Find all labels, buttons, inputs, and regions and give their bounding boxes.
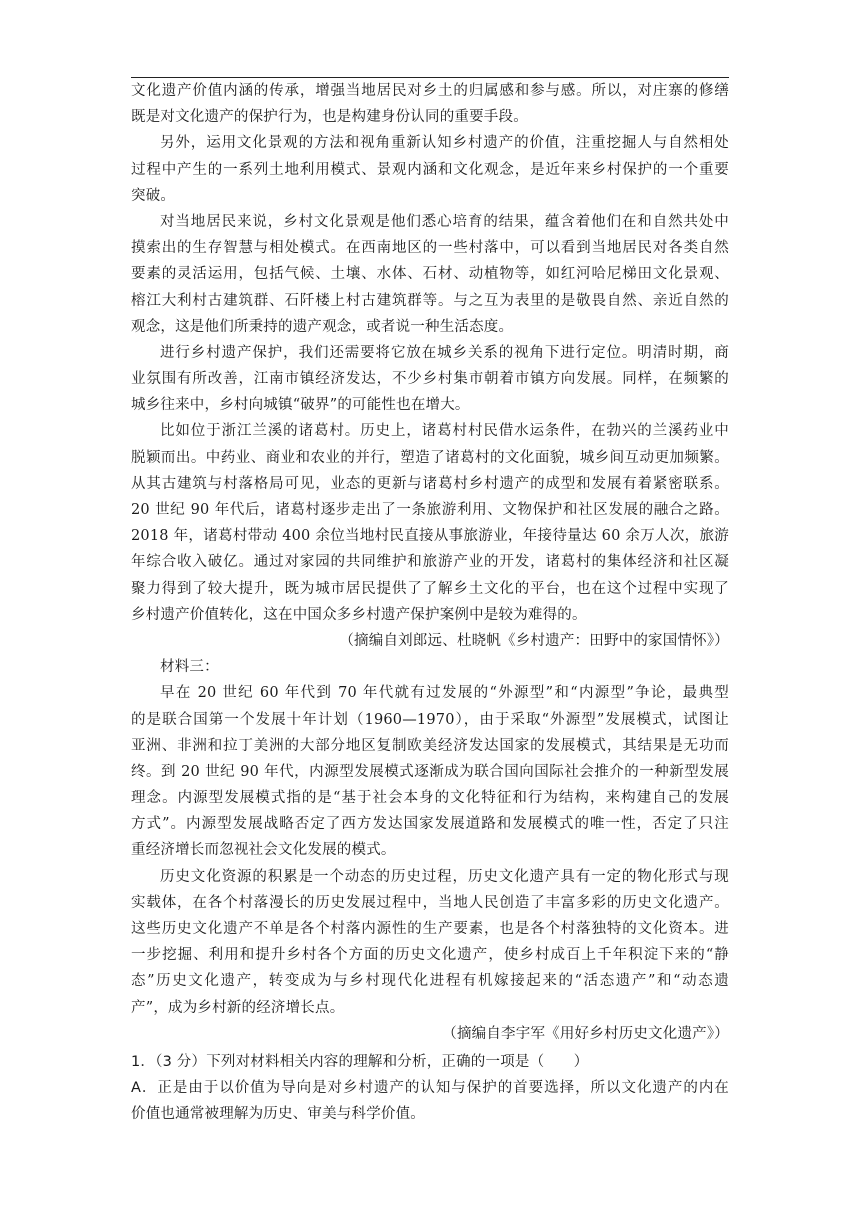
text-line: 一步挖掘、利用和提升乡村各个方面的历史文化遗产，使乡村成百上千年积淀下来的“静 [131, 947, 729, 964]
text-line: 要素的灵活运用，包括气候、土壤、水体、石材、动植物等，如红河哈尼梯田文化景观、 [131, 266, 729, 283]
paragraph-4 [131, 340, 729, 419]
question-1 [131, 1049, 729, 1128]
option-a-line: A．正是由于以价值为导向是对乡村遗产的认知与保护的首要选择，所以文化遗产的内在 [131, 1080, 729, 1097]
text-line: 城乡往来中，乡村向城镇“破界”的可能性也在增大。 [131, 397, 470, 414]
paragraph-1 [131, 78, 729, 130]
text-line: 过程中产生的一系列土地利用模式、景观内涵和文化观念，是近年来乡村保护的一个重要 [131, 161, 729, 178]
text-line: 文化遗产价值内涵的传承，增强当地居民对乡土的归属感和参与感。所以，对庄寨的修缮 [131, 83, 729, 99]
text-line: 早在 20 世纪 60 年代到 70 年代就有过发展的“外源型”和“内源型”争论，最典型 [160, 685, 729, 702]
text-line: 重经济增长而忽视社会文化发展的模式。 [131, 842, 396, 859]
text-line: 榕江大利村古建筑群、石阡楼上村古建筑群等。与之互为表里的是敬畏自然、亲近自然的 [131, 292, 729, 309]
source-citation: （摘编自刘郎远、杜晓帆《乡村遗产：田野中的家国情怀》） [339, 632, 729, 649]
text-line: 乡村遗产价值转化，这在中国众多乡村遗产保护案例中是较为难得的。 [131, 606, 587, 623]
text-line: 脱颖而出。中药业、商业和农业的并行，塑造了诸葛村的文化面貌，城乡间互动更加频繁。 [131, 449, 729, 466]
text-line: 的是联合国第一个发展十年计划（1960—1970），由于采取“外源型”发展模式，试图让 [131, 711, 729, 728]
text-line: 另外，运用文化景观的方法和视角重新认知乡村遗产的价值，注重挖掘人与自然相处 [160, 135, 729, 152]
text-line: 比如位于浙江兰溪的诸葛村。历史上，诸葛村村民借水运条件，在勃兴的兰溪药业中 [160, 423, 729, 440]
text-line: 进行乡村遗产保护，我们还需要将它放在城乡关系的视角下进行定位。明清时期，商 [160, 344, 729, 361]
text-line: 年综合收入破亿。通过对家园的共同维护和旅游产业的开发，诸葛村的集体经济和社区凝 [131, 554, 729, 571]
material-heading: 材料三： [160, 659, 219, 676]
text-line: 从其古建筑与村落格局可见，业态的更新与诸葛村乡村遗产的成型和发展有着紧密联系。 [131, 475, 729, 492]
text-line: 亚洲、非洲和拉丁美洲的大部分地区复制欧美经济发达国家的发展模式，其结果是无功而 [131, 737, 729, 754]
source-citation: （摘编自李宇军《用好乡村历史文化遗产》） [442, 1025, 729, 1042]
text-line: 方式”。内源型发展战略否定了西方发达国家发展道路和发展模式的唯一性，否定了只注 [131, 816, 729, 833]
question-stem: 1．（3 分）下列对材料相关内容的理解和分析，正确的一项是（ ） [131, 1054, 589, 1070]
text-line: 聚力得到了较大提升，既为城市居民提供了了解乡土文化的平台，也在这个过程中实现了 [131, 580, 729, 597]
text-line: 态”历史文化遗产，转变成为与乡村现代化进程有机嫁接起来的“活态遗产”和“动态遗 [131, 973, 729, 990]
text-line: 突破。 [131, 187, 176, 204]
paragraph-2 [131, 130, 729, 209]
text-line: 实载体，在各个村落漫长的历史发展过程中，当地人民创造了丰富多彩的历史文化遗产。 [131, 894, 729, 911]
text-line: 既是对文化遗产的保护行为，也是构建身份认同的重要手段。 [131, 109, 528, 126]
article-body [131, 78, 729, 1047]
option-a-line: 价值也通常被理解为历史、审美与科学价值。 [131, 1106, 425, 1123]
text-line: 业氛围有所改善，江南市镇经济发达，不少乡村集市朝着市镇方向发展。同样，在频繁的 [131, 371, 729, 388]
paragraph-7 [131, 864, 729, 1021]
text-line: 终。到 20 世纪 90 年代，内源型发展模式逐渐成为联合国向国际社会推介的一种新型发展 [131, 763, 729, 780]
text-line: 观念，这是他们所秉持的遗产观念，或者说一种生活态度。 [131, 318, 514, 335]
paragraph-3 [131, 209, 729, 340]
paragraph-6 [131, 680, 729, 863]
text-line: 20 世纪 90 年代后，诸葛村逐步走出了一条旅游利用、文物保护和社区发展的融合之路。 [131, 502, 729, 518]
text-line: 2018 年，诸葛村带动 400 余位当地村民直接从事旅游业，年接待量达 60 余万人次，旅游 [131, 528, 729, 545]
paragraph-5 [131, 418, 729, 628]
text-line: 对当地居民来说，乡村文化景观是他们悉心培育的结果，蕴含着他们在和自然共处中 [160, 213, 729, 230]
text-line: 历史文化资源的积累是一个动态的历史过程，历史文化遗产具有一定的物化形式与现 [160, 868, 729, 885]
text-line: 理念。内源型发展模式指的是“基于社会本身的文化特征和行为结构，来构建自己的发展 [131, 790, 729, 807]
text-line: 这些历史文化遗产不单是各个村落内源性的生产要素，也是各个村落独特的文化资本。进 [131, 921, 729, 937]
text-line: 摸索出的生存智慧与相处模式。在西南地区的一些村落中，可以看到当地居民对各类自然 [131, 240, 729, 257]
text-line: 产”，成为乡村新的经济增长点。 [131, 999, 345, 1016]
